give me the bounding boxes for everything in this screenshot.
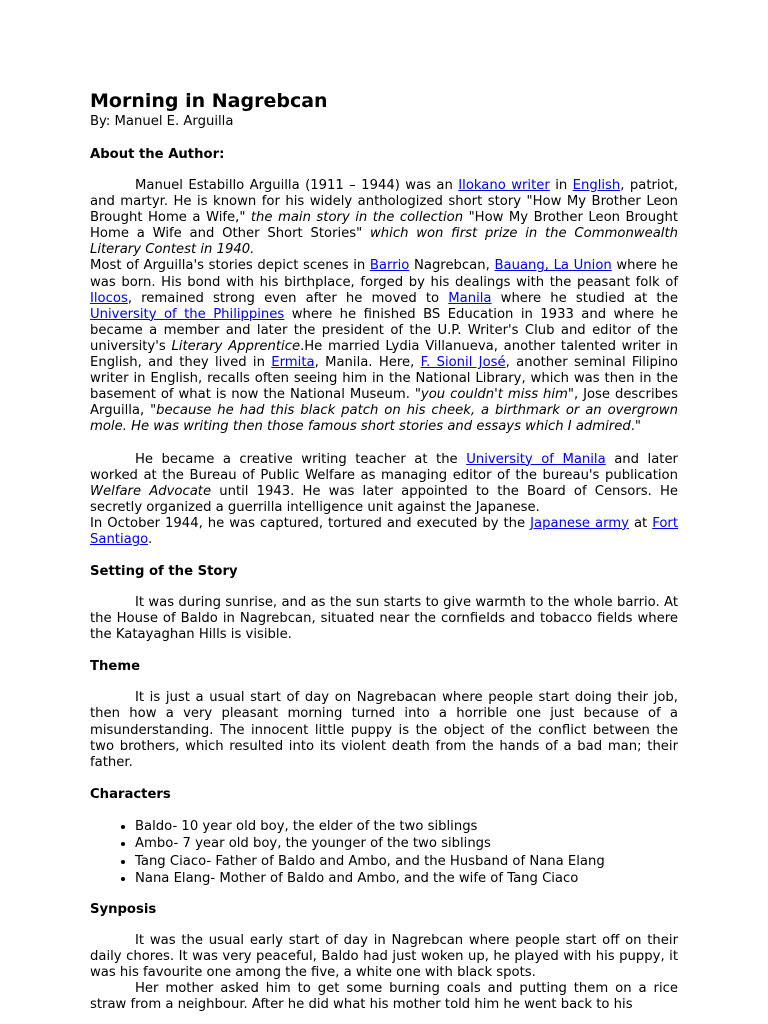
list-item: • Baldo- 10 year old boy, the elder of the two siblings bbox=[135, 818, 678, 836]
link-fort-santiago[interactable]: Fort Santiago bbox=[90, 515, 678, 547]
about-paragraph-2: Most of Arguilla's stories depict scenes in Barrio Nagrebcan, Bauang, La Union where he was born. His bond with his birthplace, forged by his dealings with the peasant folk of Ilocos, remained strong even after he moved to Manila where he studied at the University of the Philippines where he finished BS Education in 1933 and where he became a member and later the president of the U.P. Writer's Club and editor of the university's Literary Apprentice.He married Lydia Villanueva, another talented writer in English, and they lived in Ermita, Manila. Here, F. Sionil José, another seminal Filipino writer in English, recalls often seeing him in the National Library, which was then in the basement of what is now the National Museum. "you couldn't miss him", Jose describes Arguilla, "because he had this black patch on his cheek, a birthmark or an overgrown mole. He was writing then those famous short stories and essays which I admired." bbox=[90, 258, 679, 435]
author-byline: By: Manuel E. Arguilla bbox=[90, 114, 234, 129]
link-ermita[interactable]: Ermita bbox=[271, 355, 315, 371]
list-item: • Ambo- 7 year old boy, the younger of the two siblings bbox=[135, 835, 678, 853]
list-item: • Tang Ciaco- Father of Baldo and Ambo, and the Husband of Nana Elang bbox=[135, 853, 678, 871]
link-bauang-la-union[interactable]: Bauang, La Union bbox=[494, 258, 612, 274]
link-university-of-manila[interactable]: University of Manila bbox=[466, 451, 606, 467]
link-manila[interactable]: Manila bbox=[448, 290, 492, 306]
theme-paragraph: It is just a usual start of day on Nagrebacan where people start doing their job, then how a very pleasant morning turned into a horrible one just because of a misunderstanding. The innocent little puppy is the object of the conflict between the two brothers, which resulted into its violent death from the hands of a bad man; their father. bbox=[90, 690, 678, 770]
document-title: Morning in Nagrebcan bbox=[90, 90, 328, 112]
about-paragraph-4: In October 1944, he was captured, tortured and executed by the Japanese army at Fort Santiago. bbox=[90, 515, 678, 547]
link-japanese-army[interactable]: Japanese army bbox=[530, 515, 629, 531]
link-f-sionil-jose[interactable]: F. Sionil José bbox=[420, 355, 506, 371]
theme-heading: Theme bbox=[90, 659, 141, 675]
link-english[interactable]: English bbox=[572, 178, 621, 193]
link-ilocos[interactable]: Ilocos bbox=[90, 290, 128, 306]
link-barrio[interactable]: Barrio bbox=[369, 258, 410, 274]
setting-heading: Setting of the Story bbox=[90, 564, 238, 580]
link-university-of-the-philippines[interactable]: University of the Philippines bbox=[90, 306, 285, 322]
characters-heading: Characters bbox=[90, 786, 171, 802]
synopsis-heading: Synposis bbox=[90, 901, 157, 917]
characters-list bbox=[90, 818, 678, 888]
link-ilokano-writer[interactable]: Ilokano writer bbox=[458, 178, 550, 193]
list-item: • Nana Elang- Mother of Baldo and Ambo, and the wife of Tang Ciaco bbox=[135, 870, 678, 888]
about-paragraph-3: He became a creative writing teacher at the University of Manila and later worked at the Bureau of Public Welfare as managing editor of the bureau's publication Welfare Advocate until 1943. He was later appointed to the Board of Censors. He secretly organized a guerrilla intelligence unit against the Japanese. bbox=[90, 451, 679, 515]
synopsis-paragraph-1: It was the usual early start of day in Nagrebcan where people start off on their daily chores. It was very peaceful, Baldo had just woken up, he played with his puppy, it was his favourite one among the five, a white one with black spots. bbox=[90, 932, 678, 980]
about-paragraph-1: Manuel Estabillo Arguilla (1911 – 1944) was an Ilokano writer in English, patriot, and martyr. He is known for his widely anthologized short story "How My Brother Leon Brought Home a Wife," the main story in the collection "How My Brother Leon Brought Home a Wife and Other Short Stories" which won first prize in the Commonwealth Literary Contest in 1940. bbox=[90, 178, 679, 258]
document-page bbox=[90, 88, 678, 1013]
synopsis-paragraph-2: Her mother asked him to get some burning coals and putting them on a rice straw from a neighbour. After he did what his mother told him he went back to his bbox=[90, 981, 678, 1013]
about-author-heading: About the Author: bbox=[90, 147, 225, 162]
setting-paragraph: It was during sunrise, and as the sun starts to give warmth to the whole barrio. At the House of Baldo in Nagrebcan, situated near the cornfields and tobacco fields where the Katayaghan Hills is visible. bbox=[90, 595, 678, 643]
